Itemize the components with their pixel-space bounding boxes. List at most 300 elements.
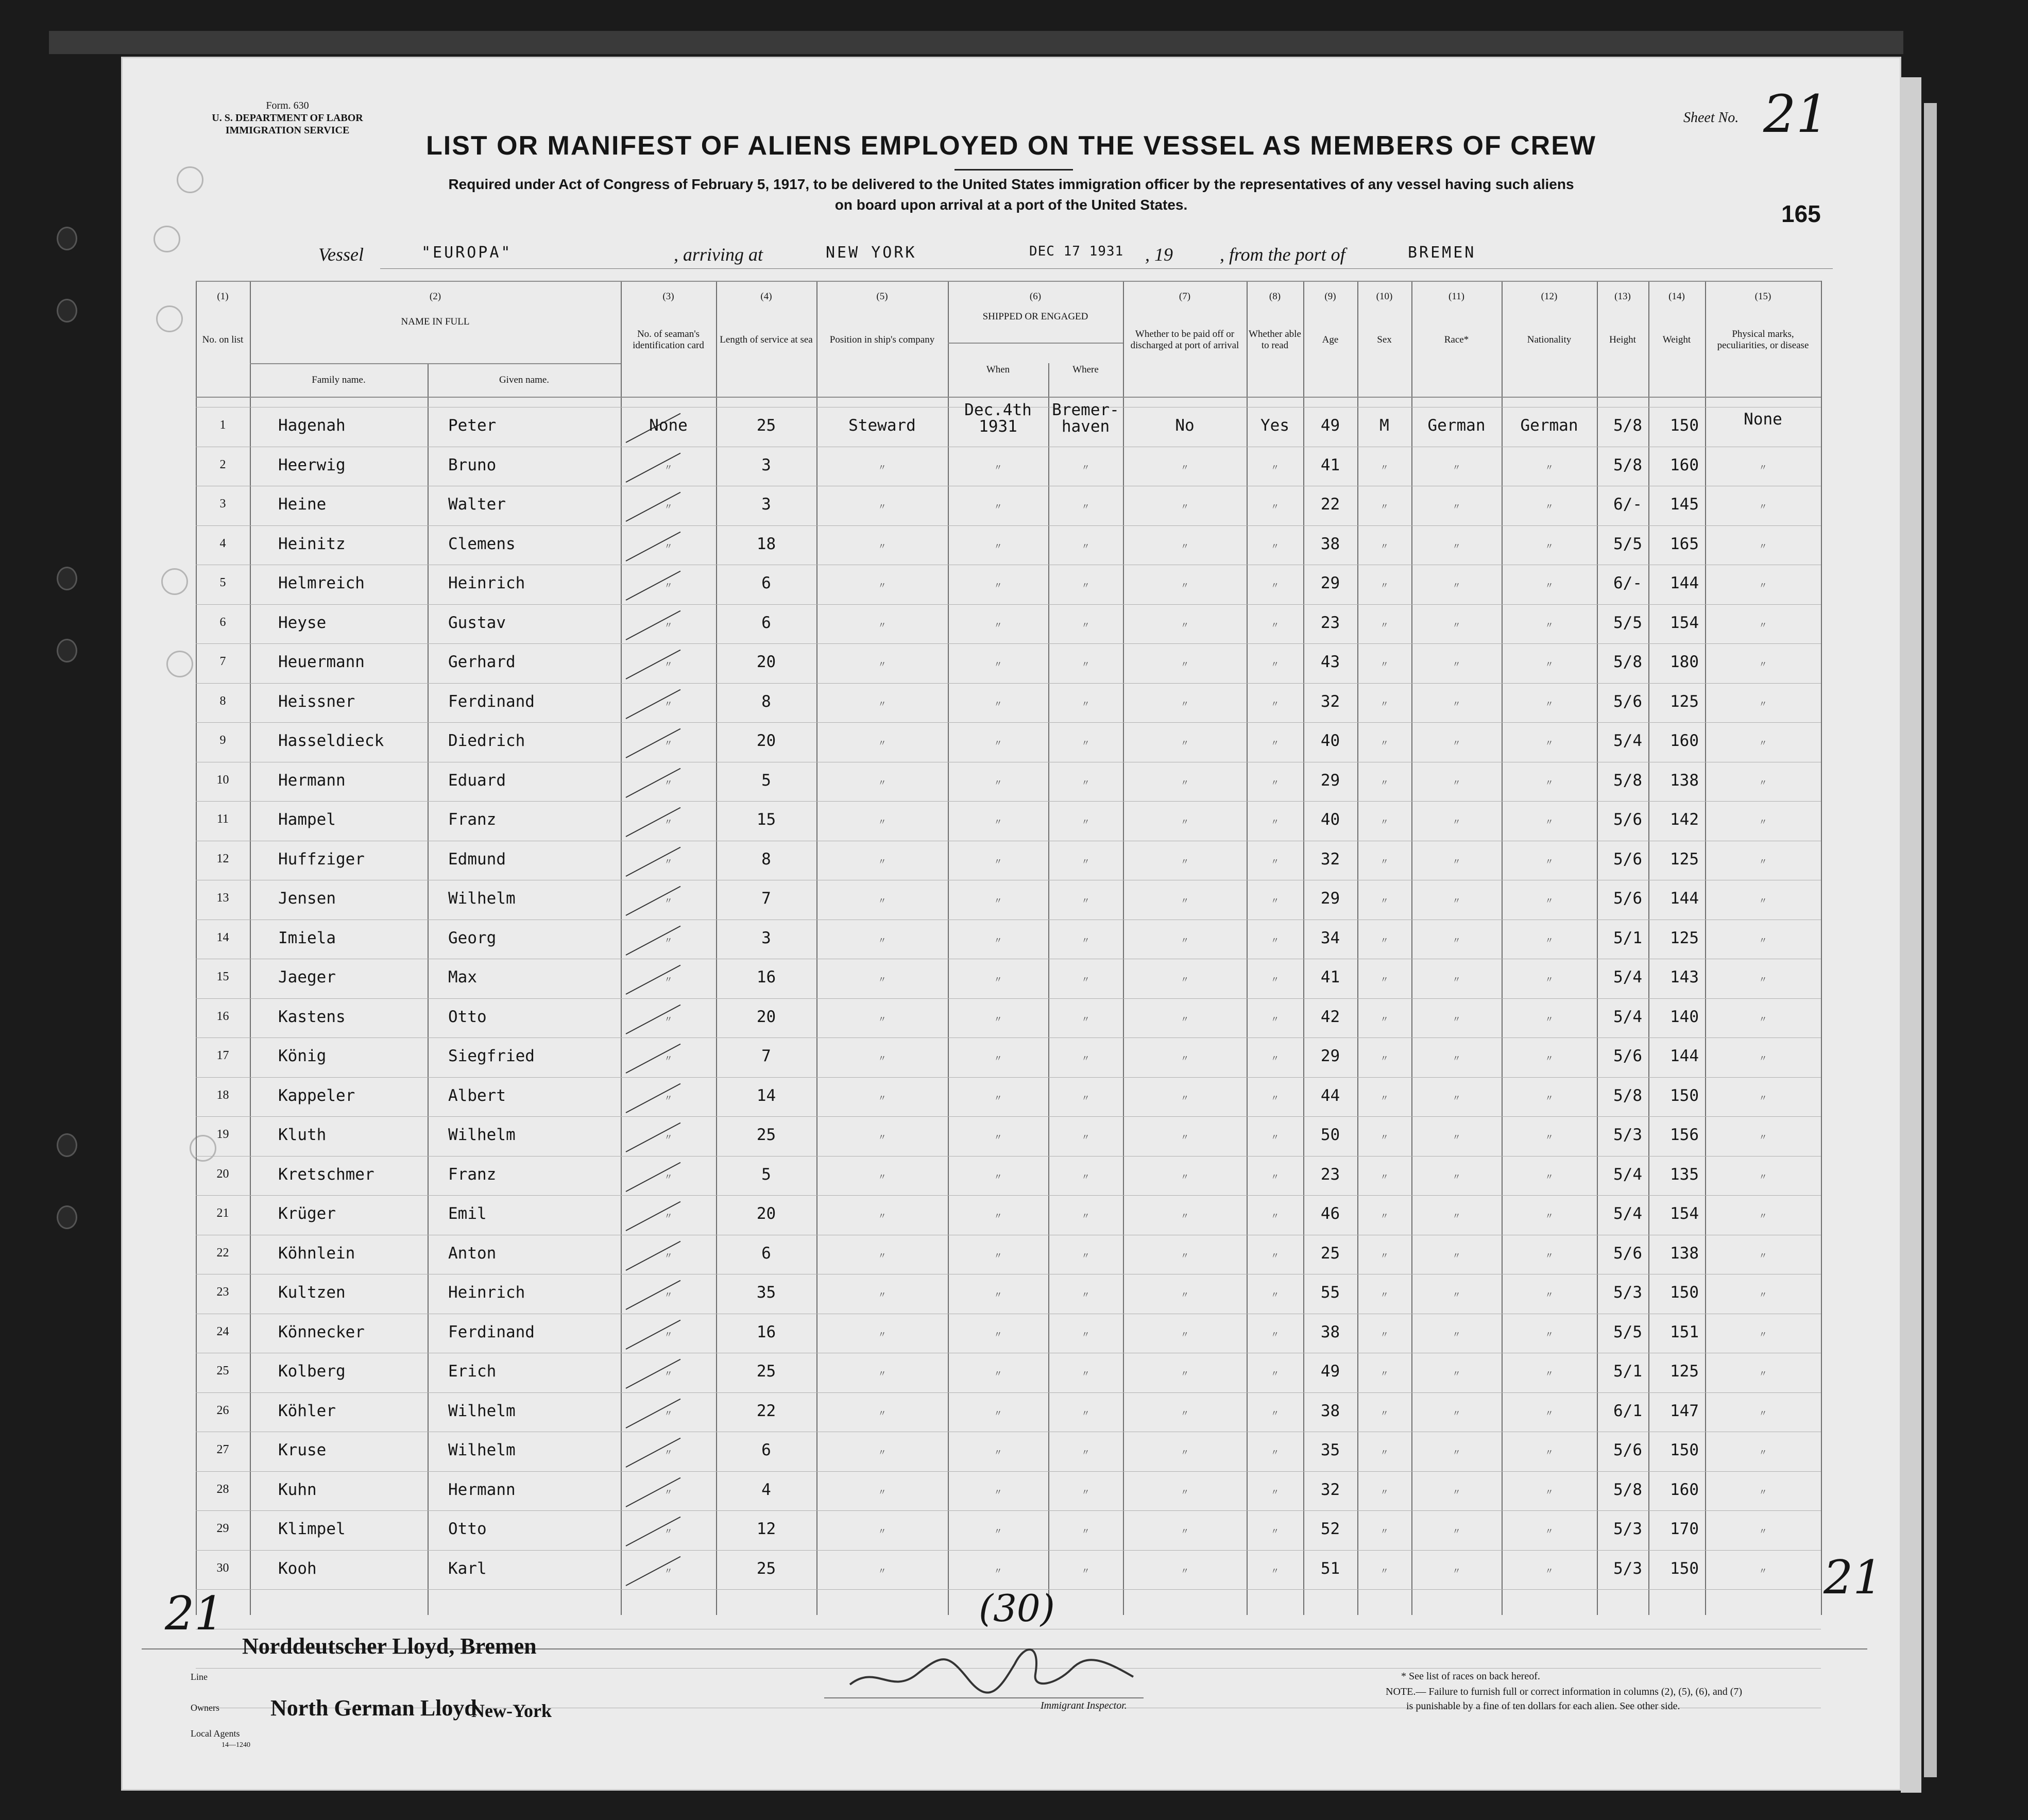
service-years: 3 — [761, 495, 771, 514]
ditto-mark: 〃 — [878, 1329, 887, 1339]
age: 29 — [1320, 771, 1340, 790]
ditto-mark: 〃 — [878, 1171, 887, 1182]
ditto-mark: 〃 — [1271, 699, 1280, 709]
ditto-mark: 〃 — [878, 1211, 887, 1221]
ditto-mark: 〃 — [1759, 462, 1767, 472]
ditto-mark: 〃 — [1271, 462, 1280, 472]
age: 38 — [1320, 534, 1340, 553]
ditto-mark: 〃 — [994, 1526, 1002, 1536]
ditto-mark: 〃 — [1181, 1093, 1189, 1103]
ditto-mark: 〃 — [664, 659, 673, 669]
ditto-mark: 〃 — [1759, 1093, 1767, 1103]
family-name: Kluth — [278, 1126, 327, 1144]
service-years: 5 — [761, 771, 771, 790]
service-years: 18 — [756, 534, 776, 553]
ditto-mark: 〃 — [1271, 1171, 1280, 1182]
given-name: Heinrich — [448, 1283, 525, 1302]
column-header: No. on list — [202, 334, 244, 345]
page-edge — [49, 31, 1903, 54]
family-name: Krüger — [278, 1204, 336, 1223]
ditto-mark: 〃 — [1545, 777, 1554, 788]
ditto-mark: 〃 — [1181, 1014, 1189, 1024]
ditto-mark: 〃 — [1081, 1093, 1090, 1103]
ditto-mark: 〃 — [1081, 935, 1090, 945]
ditto-mark: 〃 — [1545, 1408, 1554, 1418]
family-name: Hampel — [278, 810, 336, 829]
ditto-mark: 〃 — [878, 1408, 887, 1418]
ditto-mark: 〃 — [1081, 502, 1090, 512]
row-number: 13 — [216, 891, 229, 905]
service-years: 14 — [756, 1086, 776, 1105]
ditto-mark: 〃 — [994, 856, 1002, 866]
age: 22 — [1320, 495, 1340, 514]
weight: 150 — [1670, 1441, 1699, 1459]
ditto-mark: 〃 — [1271, 817, 1280, 827]
weight: 138 — [1670, 771, 1699, 790]
service-years: 7 — [761, 889, 771, 908]
sex: M — [1379, 416, 1389, 435]
service-years: 25 — [756, 1362, 776, 1381]
given-name: Ferdinand — [448, 1322, 535, 1341]
height: 5/3 — [1613, 1126, 1642, 1144]
weight: 144 — [1670, 889, 1699, 908]
ditto-mark: 〃 — [1081, 975, 1090, 984]
ditto-mark: 〃 — [1380, 1250, 1389, 1261]
given-name: Emil — [448, 1204, 487, 1223]
ditto-mark: 〃 — [1271, 1211, 1280, 1221]
age: 40 — [1320, 810, 1340, 829]
id-card: None — [649, 416, 688, 435]
service-name: IMMIGRATION SERVICE — [225, 125, 350, 136]
weight: 125 — [1670, 1362, 1699, 1381]
ditto-mark: 〃 — [1452, 1329, 1461, 1339]
ditto-mark: 〃 — [664, 1211, 673, 1221]
form-subtitle — [277, 174, 1745, 215]
agents-label: Local Agents — [191, 1728, 240, 1739]
ditto-mark: 〃 — [1081, 1329, 1090, 1339]
row-number: 9 — [219, 734, 226, 747]
stamp-number: 165 — [1781, 200, 1821, 227]
column-subheader: When — [986, 364, 1010, 375]
weight: 160 — [1670, 732, 1699, 750]
ditto-mark: 〃 — [994, 817, 1002, 827]
binder-hole — [57, 1205, 77, 1229]
row-number: 24 — [216, 1324, 229, 1338]
weight: 125 — [1670, 849, 1699, 869]
ditto-mark: 〃 — [1759, 777, 1767, 788]
able-to-read: Yes — [1260, 416, 1289, 435]
family-name: Kultzen — [278, 1283, 346, 1302]
ditto-mark: 〃 — [994, 1448, 1002, 1457]
ditto-mark: 〃 — [1545, 1487, 1554, 1497]
column-subheader: Family name. — [312, 374, 366, 385]
arriving-port: NEW YORK — [826, 244, 917, 262]
given-name: Erich — [448, 1362, 497, 1381]
subtitle-line-1: Required under Act of Congress of February 5, 1917, to be delivered to the United States immigration officer by the representatives of any vessel having such aliens — [448, 176, 1574, 192]
binder-hole — [57, 1133, 77, 1157]
ditto-mark: 〃 — [1181, 1369, 1189, 1379]
given-name: Otto — [448, 1007, 487, 1026]
given-name: Wilhelm — [448, 889, 516, 908]
column-number: (14) — [1668, 291, 1685, 302]
given-name: Gerhard — [448, 653, 516, 671]
ditto-mark: 〃 — [1081, 1369, 1090, 1379]
row-rule — [196, 683, 1821, 684]
ditto-mark: 〃 — [1452, 541, 1461, 551]
ditto-mark: 〃 — [1759, 1053, 1767, 1063]
ditto-mark: 〃 — [1181, 738, 1189, 748]
height: 5/4 — [1613, 732, 1642, 750]
column-header: Nationality — [1527, 334, 1572, 345]
age: 32 — [1320, 849, 1340, 869]
agents-stamp: North German Lloyd — [270, 1695, 477, 1721]
ditto-mark: 〃 — [1380, 1448, 1389, 1457]
ditto-mark: 〃 — [1452, 975, 1461, 984]
ditto-mark: 〃 — [1380, 1171, 1389, 1182]
ditto-mark: 〃 — [1081, 1526, 1090, 1536]
ditto-mark: 〃 — [1380, 1329, 1389, 1339]
age: 41 — [1320, 455, 1340, 474]
ditto-mark: 〃 — [664, 1369, 673, 1379]
column-header: Length of service at sea — [720, 334, 813, 345]
ditto-mark: 〃 — [1759, 935, 1767, 945]
ditto-mark: 〃 — [1545, 1250, 1554, 1261]
row-number: 2 — [219, 457, 226, 471]
weight: 135 — [1670, 1165, 1699, 1184]
service-years: 7 — [761, 1047, 771, 1065]
ditto-mark: 〃 — [1759, 502, 1767, 512]
ditto-mark: 〃 — [1380, 1132, 1389, 1142]
ditto-mark: 〃 — [1759, 1014, 1767, 1024]
ditto-mark: 〃 — [994, 1250, 1002, 1261]
ditto-mark: 〃 — [1545, 1526, 1554, 1536]
ditto-mark: 〃 — [1545, 699, 1554, 709]
service-years: 16 — [756, 968, 776, 986]
column-subheader: Where — [1072, 364, 1099, 375]
ditto-mark: 〃 — [1081, 1448, 1090, 1457]
weight: 143 — [1670, 968, 1699, 986]
age: 43 — [1320, 653, 1340, 671]
given-name: Max — [448, 968, 477, 986]
row-number: 26 — [216, 1403, 229, 1417]
family-name: Kuhn — [278, 1480, 317, 1499]
family-name: Kruse — [278, 1441, 327, 1459]
age: 34 — [1320, 928, 1340, 947]
weight: 140 — [1670, 1007, 1699, 1026]
column-header: SHIPPED OR ENGAGED — [982, 311, 1088, 322]
height: 5/4 — [1613, 1165, 1642, 1184]
ditto-mark: 〃 — [1380, 699, 1389, 709]
row-number: 4 — [219, 536, 226, 550]
ditto-mark: 〃 — [664, 935, 673, 945]
ditto-mark: 〃 — [1271, 777, 1280, 788]
ditto-mark: 〃 — [664, 1408, 673, 1418]
given-name: Edmund — [448, 849, 506, 869]
ditto-mark: 〃 — [1759, 1329, 1767, 1339]
ditto-mark: 〃 — [1545, 1014, 1554, 1024]
ditto-mark: 〃 — [664, 1171, 673, 1182]
height: 6/- — [1613, 495, 1642, 514]
sheet-number: 21 — [1763, 84, 1829, 144]
ditto-mark: 〃 — [1452, 1211, 1461, 1221]
family-name: Könnecker — [278, 1322, 365, 1341]
height: 5/8 — [1613, 416, 1642, 435]
given-name: Diedrich — [448, 732, 525, 750]
ditto-mark: 〃 — [1545, 1093, 1554, 1103]
height: 5/5 — [1613, 1322, 1642, 1341]
given-name: Wilhelm — [448, 1401, 516, 1420]
ditto-mark: 〃 — [1380, 1093, 1389, 1103]
ditto-mark: 〃 — [1452, 1053, 1461, 1063]
ditto-mark: 〃 — [1452, 1448, 1461, 1457]
service-years: 12 — [756, 1520, 776, 1538]
row-number: 20 — [216, 1167, 229, 1181]
fine-note-line-1: NOTE.— Failure to furnish full or correct information in columns (2), (5), (6), and (7) — [1386, 1686, 1743, 1697]
row-rule — [196, 1037, 1821, 1038]
ditto-mark: 〃 — [1380, 502, 1389, 512]
ditto-mark: 〃 — [1452, 462, 1461, 472]
height: 5/4 — [1613, 968, 1642, 986]
ditto-mark: 〃 — [994, 1369, 1002, 1379]
ditto-mark: 〃 — [1452, 1566, 1461, 1576]
ditto-mark: 〃 — [664, 1132, 673, 1142]
ditto-mark: 〃 — [878, 1566, 887, 1576]
ditto-mark: 〃 — [1081, 738, 1090, 748]
service-years: 3 — [761, 455, 771, 474]
column-rule — [1821, 281, 1822, 1615]
shipped-where: haven — [1061, 417, 1110, 436]
height: 5/4 — [1613, 1007, 1642, 1026]
given-name: Otto — [448, 1520, 487, 1538]
row-rule — [196, 1392, 1821, 1393]
service-years: 22 — [756, 1401, 776, 1420]
ditto-mark: 〃 — [1271, 541, 1280, 551]
ditto-mark: 〃 — [1181, 1211, 1189, 1221]
form-code: 14—1240 — [221, 1741, 250, 1749]
age: 52 — [1320, 1520, 1340, 1538]
department-name: U. S. DEPARTMENT OF LABOR — [212, 112, 363, 124]
ditto-mark: 〃 — [1181, 659, 1189, 669]
ditto-mark: 〃 — [1452, 581, 1461, 590]
row-number: 28 — [216, 1482, 229, 1496]
ditto-mark: 〃 — [994, 659, 1002, 669]
ditto-mark: 〃 — [1545, 856, 1554, 866]
ditto-mark: 〃 — [878, 777, 887, 788]
ditto-mark: 〃 — [1380, 935, 1389, 945]
service-years: 3 — [761, 928, 771, 947]
column-header: Age — [1322, 334, 1339, 345]
ditto-mark: 〃 — [1181, 1053, 1189, 1063]
ditto-mark: 〃 — [664, 1448, 673, 1457]
service-years: 20 — [756, 1204, 776, 1223]
arrival-date: DEC 17 1931 — [1029, 244, 1124, 259]
age: 23 — [1320, 1165, 1340, 1184]
row-rule — [196, 998, 1821, 999]
ditto-mark: 〃 — [1271, 856, 1280, 866]
ditto-mark: 〃 — [1545, 817, 1554, 827]
ditto-mark: 〃 — [994, 1329, 1002, 1339]
page-edge — [1901, 77, 1921, 1793]
ditto-mark: 〃 — [994, 1290, 1002, 1300]
shipped-when: 1931 — [979, 417, 1017, 436]
ditto-mark: 〃 — [1759, 1408, 1767, 1418]
ditto-mark: 〃 — [878, 817, 887, 827]
age: 46 — [1320, 1204, 1340, 1223]
ditto-mark: 〃 — [1271, 581, 1280, 590]
given-name: Bruno — [448, 455, 497, 474]
column-header: Sex — [1377, 334, 1392, 345]
ditto-mark: 〃 — [1545, 935, 1554, 945]
column-rule — [250, 281, 251, 1615]
row-number: 23 — [216, 1285, 229, 1299]
ditto-mark: 〃 — [1081, 1171, 1090, 1182]
fine-note-line-2: is punishable by a fine of ten dollars for each alien. See other side. — [1406, 1700, 1680, 1712]
ditto-mark: 〃 — [1081, 620, 1090, 630]
weight: 147 — [1670, 1401, 1699, 1420]
from-label: , from the port of — [1220, 244, 1345, 265]
punch-ring — [156, 305, 183, 332]
ditto-mark: 〃 — [1452, 1290, 1461, 1300]
page-title: LIST OR MANIFEST OF ALIENS EMPLOYED ON THE VESSEL AS MEMBERS OF CREW — [426, 131, 1596, 161]
row-rule — [196, 1510, 1821, 1511]
subheader-rule — [948, 343, 1123, 344]
column-header: Physical marks, peculiarities, or disease — [1717, 329, 1809, 351]
row-number: 8 — [219, 694, 226, 708]
ditto-mark: 〃 — [1380, 975, 1389, 984]
column-number: (7) — [1179, 291, 1191, 302]
service-years: 4 — [761, 1480, 771, 1499]
weight: 150 — [1670, 1283, 1699, 1302]
family-name: Heine — [278, 495, 327, 514]
ditto-mark: 〃 — [994, 1171, 1002, 1182]
row-number: 22 — [216, 1246, 229, 1260]
ditto-mark: 〃 — [1271, 1250, 1280, 1261]
age: 42 — [1320, 1007, 1340, 1026]
service-years: 25 — [756, 416, 776, 435]
row-rule — [196, 1550, 1821, 1551]
given-name: Wilhelm — [448, 1441, 516, 1459]
row-rule — [196, 1471, 1821, 1472]
row-number: 21 — [216, 1206, 229, 1220]
family-name: Hagenah — [278, 416, 346, 435]
column-rule — [1123, 281, 1124, 1615]
age: 49 — [1320, 1362, 1340, 1381]
row-rule — [196, 801, 1821, 802]
family-name: Heinitz — [278, 534, 346, 553]
column-number: (10) — [1376, 291, 1393, 302]
ditto-mark: 〃 — [1181, 777, 1189, 788]
family-name: Huffziger — [278, 849, 365, 869]
ditto-mark: 〃 — [1271, 1487, 1280, 1497]
column-number: (4) — [760, 291, 772, 302]
age: 44 — [1320, 1086, 1340, 1105]
punch-ring — [177, 166, 203, 193]
ditto-mark: 〃 — [1545, 1566, 1554, 1576]
ditto-mark: 〃 — [878, 1014, 887, 1024]
ditto-mark: 〃 — [994, 777, 1002, 788]
ditto-mark: 〃 — [1271, 1290, 1280, 1300]
ditto-mark: 〃 — [1181, 462, 1189, 472]
ditto-mark: 〃 — [994, 581, 1002, 590]
weight: 138 — [1670, 1244, 1699, 1263]
ditto-mark: 〃 — [1271, 975, 1280, 984]
inspector-rule — [824, 1697, 1144, 1698]
height: 5/6 — [1613, 1441, 1642, 1459]
weight: 165 — [1670, 534, 1699, 553]
column-rule — [428, 363, 429, 1615]
row-number: 6 — [219, 615, 226, 629]
ditto-mark: 〃 — [1081, 1290, 1090, 1300]
ditto-mark: 〃 — [1181, 1448, 1189, 1457]
ditto-mark: 〃 — [878, 1290, 887, 1300]
height: 5/8 — [1613, 455, 1642, 474]
column-rule — [1247, 281, 1248, 1615]
ditto-mark: 〃 — [1759, 896, 1767, 906]
column-number: (9) — [1324, 291, 1336, 302]
column-rule — [1048, 363, 1049, 1615]
age: 51 — [1320, 1559, 1340, 1578]
height: 5/3 — [1613, 1283, 1642, 1302]
ditto-mark: 〃 — [664, 620, 673, 630]
ditto-mark: 〃 — [994, 1211, 1002, 1221]
ditto-mark: 〃 — [664, 817, 673, 827]
column-rule — [948, 281, 949, 1615]
row-rule — [196, 1116, 1821, 1117]
given-name: Anton — [448, 1244, 497, 1263]
ditto-mark: 〃 — [1759, 856, 1767, 866]
column-header: Whether to be paid off or discharged at port of arrival — [1130, 329, 1239, 351]
ditto-mark: 〃 — [1759, 581, 1767, 590]
given-name: Karl — [448, 1559, 487, 1578]
ditto-mark: 〃 — [1081, 462, 1090, 472]
ditto-mark: 〃 — [1452, 1132, 1461, 1142]
ditto-mark: 〃 — [1759, 659, 1767, 669]
ditto-mark: 〃 — [1181, 817, 1189, 827]
ditto-mark: 〃 — [878, 1093, 887, 1103]
service-years: 6 — [761, 1244, 771, 1263]
ditto-mark: 〃 — [1545, 1053, 1554, 1063]
age: 29 — [1320, 889, 1340, 908]
ditto-mark: 〃 — [1081, 659, 1090, 669]
ditto-mark: 〃 — [1545, 1448, 1554, 1457]
ditto-mark: 〃 — [878, 1053, 887, 1063]
given-name: Franz — [448, 810, 497, 829]
ditto-mark: 〃 — [664, 1093, 673, 1103]
height: 5/6 — [1613, 1047, 1642, 1065]
given-name: Georg — [448, 928, 497, 947]
ditto-mark: 〃 — [1452, 1487, 1461, 1497]
ditto-mark: 〃 — [1081, 1053, 1090, 1063]
height: 5/8 — [1613, 1086, 1642, 1105]
race-note: * See list of races on back hereof. — [1401, 1671, 1540, 1682]
ditto-mark: 〃 — [664, 1566, 673, 1576]
ditto-mark: 〃 — [1181, 896, 1189, 906]
column-header: Race* — [1444, 334, 1469, 345]
family-name: Kappeler — [278, 1086, 355, 1105]
binder-hole — [57, 299, 77, 322]
row-number: 15 — [216, 970, 229, 983]
vessel-name: "EUROPA" — [421, 244, 513, 262]
ditto-mark: 〃 — [994, 1014, 1002, 1024]
position: Steward — [848, 416, 916, 435]
header-rule — [196, 397, 1821, 398]
family-name: Hermann — [278, 771, 346, 790]
ditto-mark: 〃 — [1181, 620, 1189, 630]
weight: 156 — [1670, 1126, 1699, 1144]
ditto-mark: 〃 — [1081, 581, 1090, 590]
weight: 154 — [1670, 613, 1699, 632]
sheet-mark-right: 21 — [1824, 1551, 1883, 1605]
